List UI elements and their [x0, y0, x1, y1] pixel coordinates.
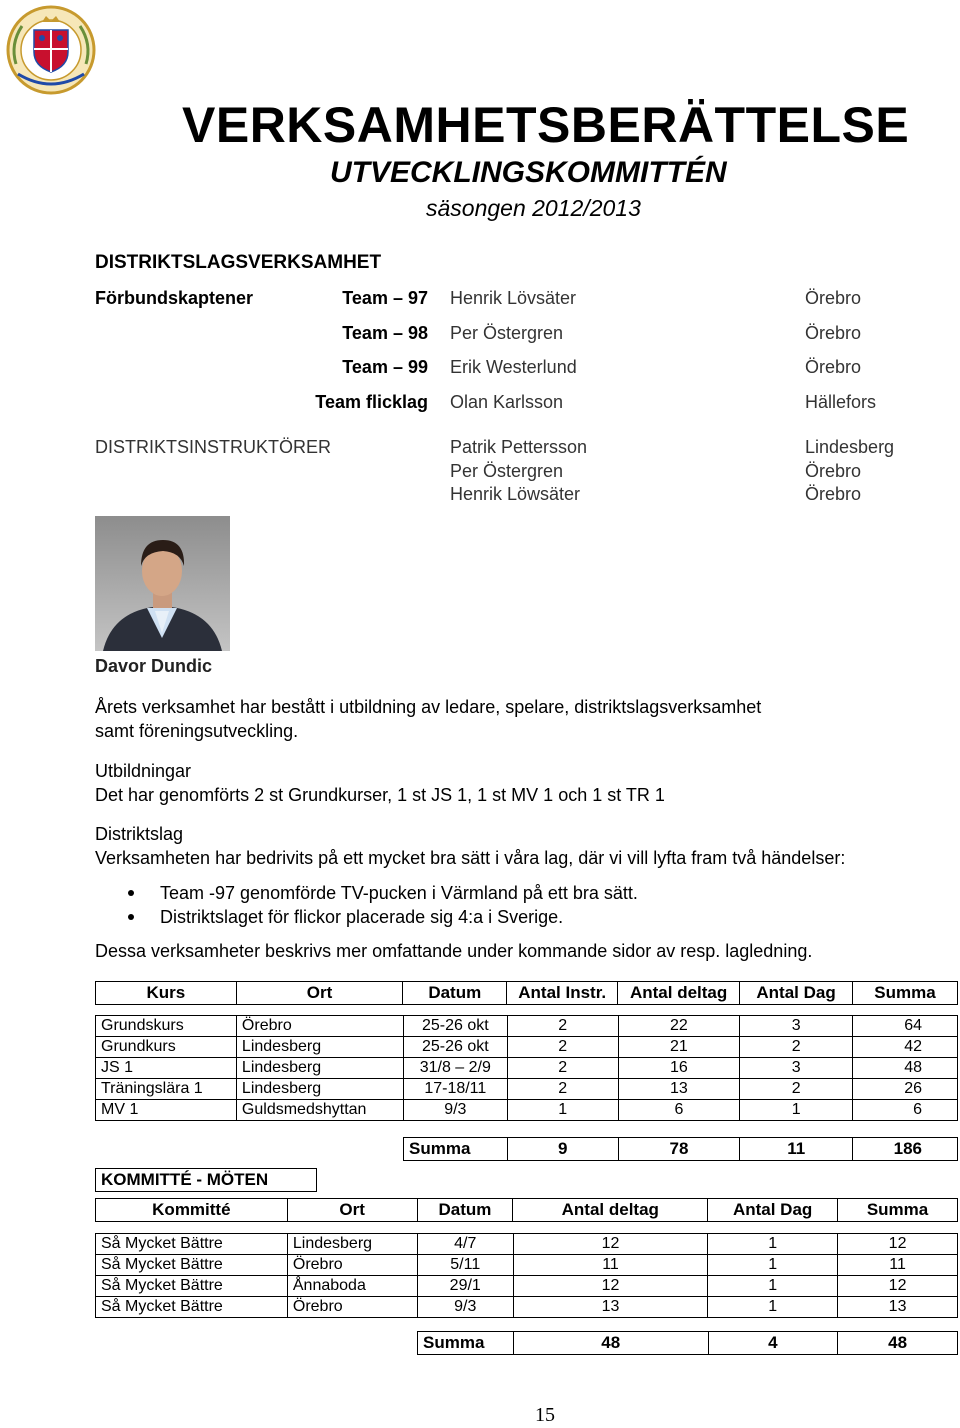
list-item: [95, 881, 638, 905]
captain-team: Team – 99: [342, 357, 428, 377]
cell-summa: 42: [853, 1037, 958, 1058]
cell-ort: Lindesberg: [236, 1037, 403, 1058]
events-list: [95, 881, 638, 929]
cell-ort: Lindesberg: [236, 1058, 403, 1079]
cell-summa: 13: [838, 1297, 958, 1318]
instructor-name: Henrik Löwsäter: [450, 484, 581, 504]
cell-summa: 12: [838, 1234, 958, 1255]
column-header: Antal deltag: [513, 1199, 708, 1222]
cell-deltag: 11: [513, 1255, 708, 1276]
column-header: Ort: [287, 1199, 417, 1222]
cell-deltag: 13: [618, 1079, 740, 1100]
cell-ort: Örebro: [287, 1297, 417, 1318]
table-row: [96, 1058, 958, 1079]
bullet-icon: [128, 914, 134, 920]
list-item: [95, 905, 638, 929]
cell-datum: 29/1: [417, 1276, 513, 1297]
column-header: Summa: [838, 1199, 958, 1222]
table-row: [96, 1276, 958, 1297]
cell-datum: 31/8 – 2/9: [403, 1058, 507, 1079]
cell-kurs: Träningslära 1: [96, 1079, 237, 1100]
instructor-city: Örebro: [805, 461, 862, 481]
cell-datum: 9/3: [403, 1100, 507, 1121]
utbildningar-heading: Utbildningar: [95, 761, 192, 781]
utbildningar-text: Det har genomförts 2 st Grundkurser, 1 st JS 1, 1 st MV 1 och 1 st TR 1: [95, 785, 665, 805]
sum-deltag: 48: [513, 1332, 708, 1355]
column-header: Antal Instr.: [507, 982, 618, 1005]
table-row: [96, 1297, 958, 1318]
captain-team: Team – 98: [342, 323, 428, 343]
federation-logo: [6, 4, 96, 96]
captain-name: Per Östergren: [450, 323, 564, 343]
captain-team: Team flicklag: [315, 392, 428, 412]
instructors-label: DISTRIKTSINSTRUKTÖRER: [95, 437, 332, 457]
captain-name: Erik Westerlund: [450, 357, 577, 377]
cell-deltag: 13: [513, 1297, 708, 1318]
captain-city: Örebro: [805, 323, 862, 343]
cell-summa: 12: [838, 1276, 958, 1297]
cell-datum: 4/7: [417, 1234, 513, 1255]
intro-line-1: Årets verksamhet har bestått i utbildning av ledare, spelare, distriktslagsverksamhet: [95, 697, 762, 717]
cell-kommitte: Så Mycket Bättre: [96, 1297, 288, 1318]
cell-ort: Guldsmedshyttan: [236, 1100, 403, 1121]
cell-dag: 2: [740, 1079, 853, 1100]
cell-dag: 2: [740, 1037, 853, 1058]
cell-deltag: 21: [618, 1037, 740, 1058]
cell-ort: Örebro: [236, 1016, 403, 1037]
distriktslag-text: Verksamheten har bedrivits på ett mycket bra sätt i våra lag, där vi vill lyfta fram två händelser:: [95, 848, 846, 868]
meetings-table: [95, 1233, 958, 1318]
table-row: [96, 1255, 958, 1276]
instructor-name: Per Östergren: [450, 461, 564, 481]
cell-datum: 25-26 okt: [403, 1016, 507, 1037]
instructor-name: Patrik Pettersson: [450, 437, 588, 457]
intro-line-2: samt föreningsutveckling.: [95, 721, 299, 741]
column-header: Antal Dag: [708, 1199, 838, 1222]
column-header: Kommitté: [96, 1199, 288, 1222]
cell-summa: 11: [838, 1255, 958, 1276]
cell-kommitte: Så Mycket Bättre: [96, 1234, 288, 1255]
cell-kurs: JS 1: [96, 1058, 237, 1079]
cell-deltag: 6: [618, 1100, 740, 1121]
captain-city: Örebro: [805, 357, 862, 377]
cell-dag: 1: [708, 1297, 838, 1318]
portrait-caption: Davor Dundic: [95, 656, 213, 676]
sum-instr: 9: [507, 1138, 618, 1161]
cell-instr: 2: [507, 1037, 618, 1058]
cell-dag: 1: [708, 1255, 838, 1276]
cell-datum: 9/3: [417, 1297, 513, 1318]
captain-name: Olan Karlsson: [450, 392, 564, 412]
cell-instr: 2: [507, 1058, 618, 1079]
captains-label: Förbundskaptener: [95, 288, 254, 308]
meetings-label: KOMMITTÉ - MÖTEN: [95, 1168, 317, 1192]
table-row: [96, 1079, 958, 1100]
column-header: Datum: [417, 1199, 513, 1222]
instructor-city: Lindesberg: [805, 437, 895, 457]
list-item-text: Team -97 genomförde TV-pucken i Värmland på ett bra sätt.: [160, 883, 638, 903]
page-title: VERKSAMHETSBERÄTTELSE: [182, 97, 910, 153]
courses-table: [95, 1015, 958, 1121]
instructor-city: Örebro: [805, 484, 862, 504]
cell-datum: 5/11: [417, 1255, 513, 1276]
cell-ort: Örebro: [287, 1255, 417, 1276]
cell-dag: 1: [708, 1276, 838, 1297]
captain-name: Henrik Lövsäter: [450, 288, 577, 308]
sum-summa: 48: [838, 1332, 958, 1355]
cell-kurs: Grundskurs: [96, 1016, 237, 1037]
column-header: Datum: [403, 982, 507, 1005]
cell-instr: 1: [507, 1100, 618, 1121]
cell-ort: Ånnaboda: [287, 1276, 417, 1297]
cell-instr: 2: [507, 1016, 618, 1037]
bullet-icon: [128, 890, 134, 896]
page-subtitle: UTVECKLINGSKOMMITTÉN: [330, 156, 727, 189]
cell-datum: 17-18/11: [403, 1079, 507, 1100]
sum-deltag: 78: [618, 1138, 740, 1161]
captain-city: Örebro: [805, 288, 862, 308]
page-number: 15: [535, 1404, 555, 1426]
cell-ort: Lindesberg: [236, 1079, 403, 1100]
table-row: [96, 1100, 958, 1121]
cell-summa: 26: [853, 1079, 958, 1100]
sum-label: Summa: [418, 1332, 514, 1355]
section-heading-distriktslag: DISTRIKTSLAGSVERKSAMHET: [95, 252, 382, 273]
cell-deltag: 12: [513, 1276, 708, 1297]
column-header: Kurs: [96, 982, 237, 1005]
cell-deltag: 12: [513, 1234, 708, 1255]
sum-label: Summa: [404, 1138, 508, 1161]
list-item-text: Distriktslaget för flickor placerade sig 4:a i Sverige.: [160, 907, 564, 927]
courses-sum-row: [403, 1137, 958, 1161]
sum-dag: 11: [740, 1138, 853, 1161]
cell-ort: Lindesberg: [287, 1234, 417, 1255]
cell-deltag: 16: [618, 1058, 740, 1079]
column-header: Antal Dag: [740, 982, 853, 1005]
captain-team: Team – 97: [342, 288, 428, 308]
sum-summa: 186: [853, 1138, 958, 1161]
meetings-header: [95, 1198, 958, 1222]
cell-kurs: Grundkurs: [96, 1037, 237, 1058]
cell-summa: 48: [853, 1058, 958, 1079]
column-header: Summa: [853, 982, 958, 1005]
cell-summa: 6: [853, 1100, 958, 1121]
cell-dag: 1: [708, 1234, 838, 1255]
cell-deltag: 22: [618, 1016, 740, 1037]
distriktslag-heading: Distriktslag: [95, 824, 184, 844]
season-label: säsongen 2012/2013: [426, 195, 641, 221]
cell-dag: 1: [740, 1100, 853, 1121]
table-row: [96, 1037, 958, 1058]
sum-dag: 4: [708, 1332, 838, 1355]
cell-instr: 2: [507, 1079, 618, 1100]
cell-kurs: MV 1: [96, 1100, 237, 1121]
table-row: [96, 1234, 958, 1255]
cell-kommitte: Så Mycket Bättre: [96, 1276, 288, 1297]
table-row: [96, 1016, 958, 1037]
column-header: Antal deltag: [618, 982, 740, 1005]
cell-datum: 25-26 okt: [403, 1037, 507, 1058]
cell-summa: 64: [853, 1016, 958, 1037]
column-header: Ort: [236, 982, 403, 1005]
cell-kommitte: Så Mycket Bättre: [96, 1255, 288, 1276]
captain-city: Hällefors: [805, 392, 877, 412]
meetings-sum-row: [417, 1331, 958, 1355]
courses-header: [95, 981, 958, 1005]
cell-dag: 3: [740, 1058, 853, 1079]
closing-text: Dessa verksamheter beskrivs mer omfattande under kommande sidor av resp. lagledning.: [95, 941, 813, 961]
portrait-photo: [95, 516, 230, 651]
cell-dag: 3: [740, 1016, 853, 1037]
